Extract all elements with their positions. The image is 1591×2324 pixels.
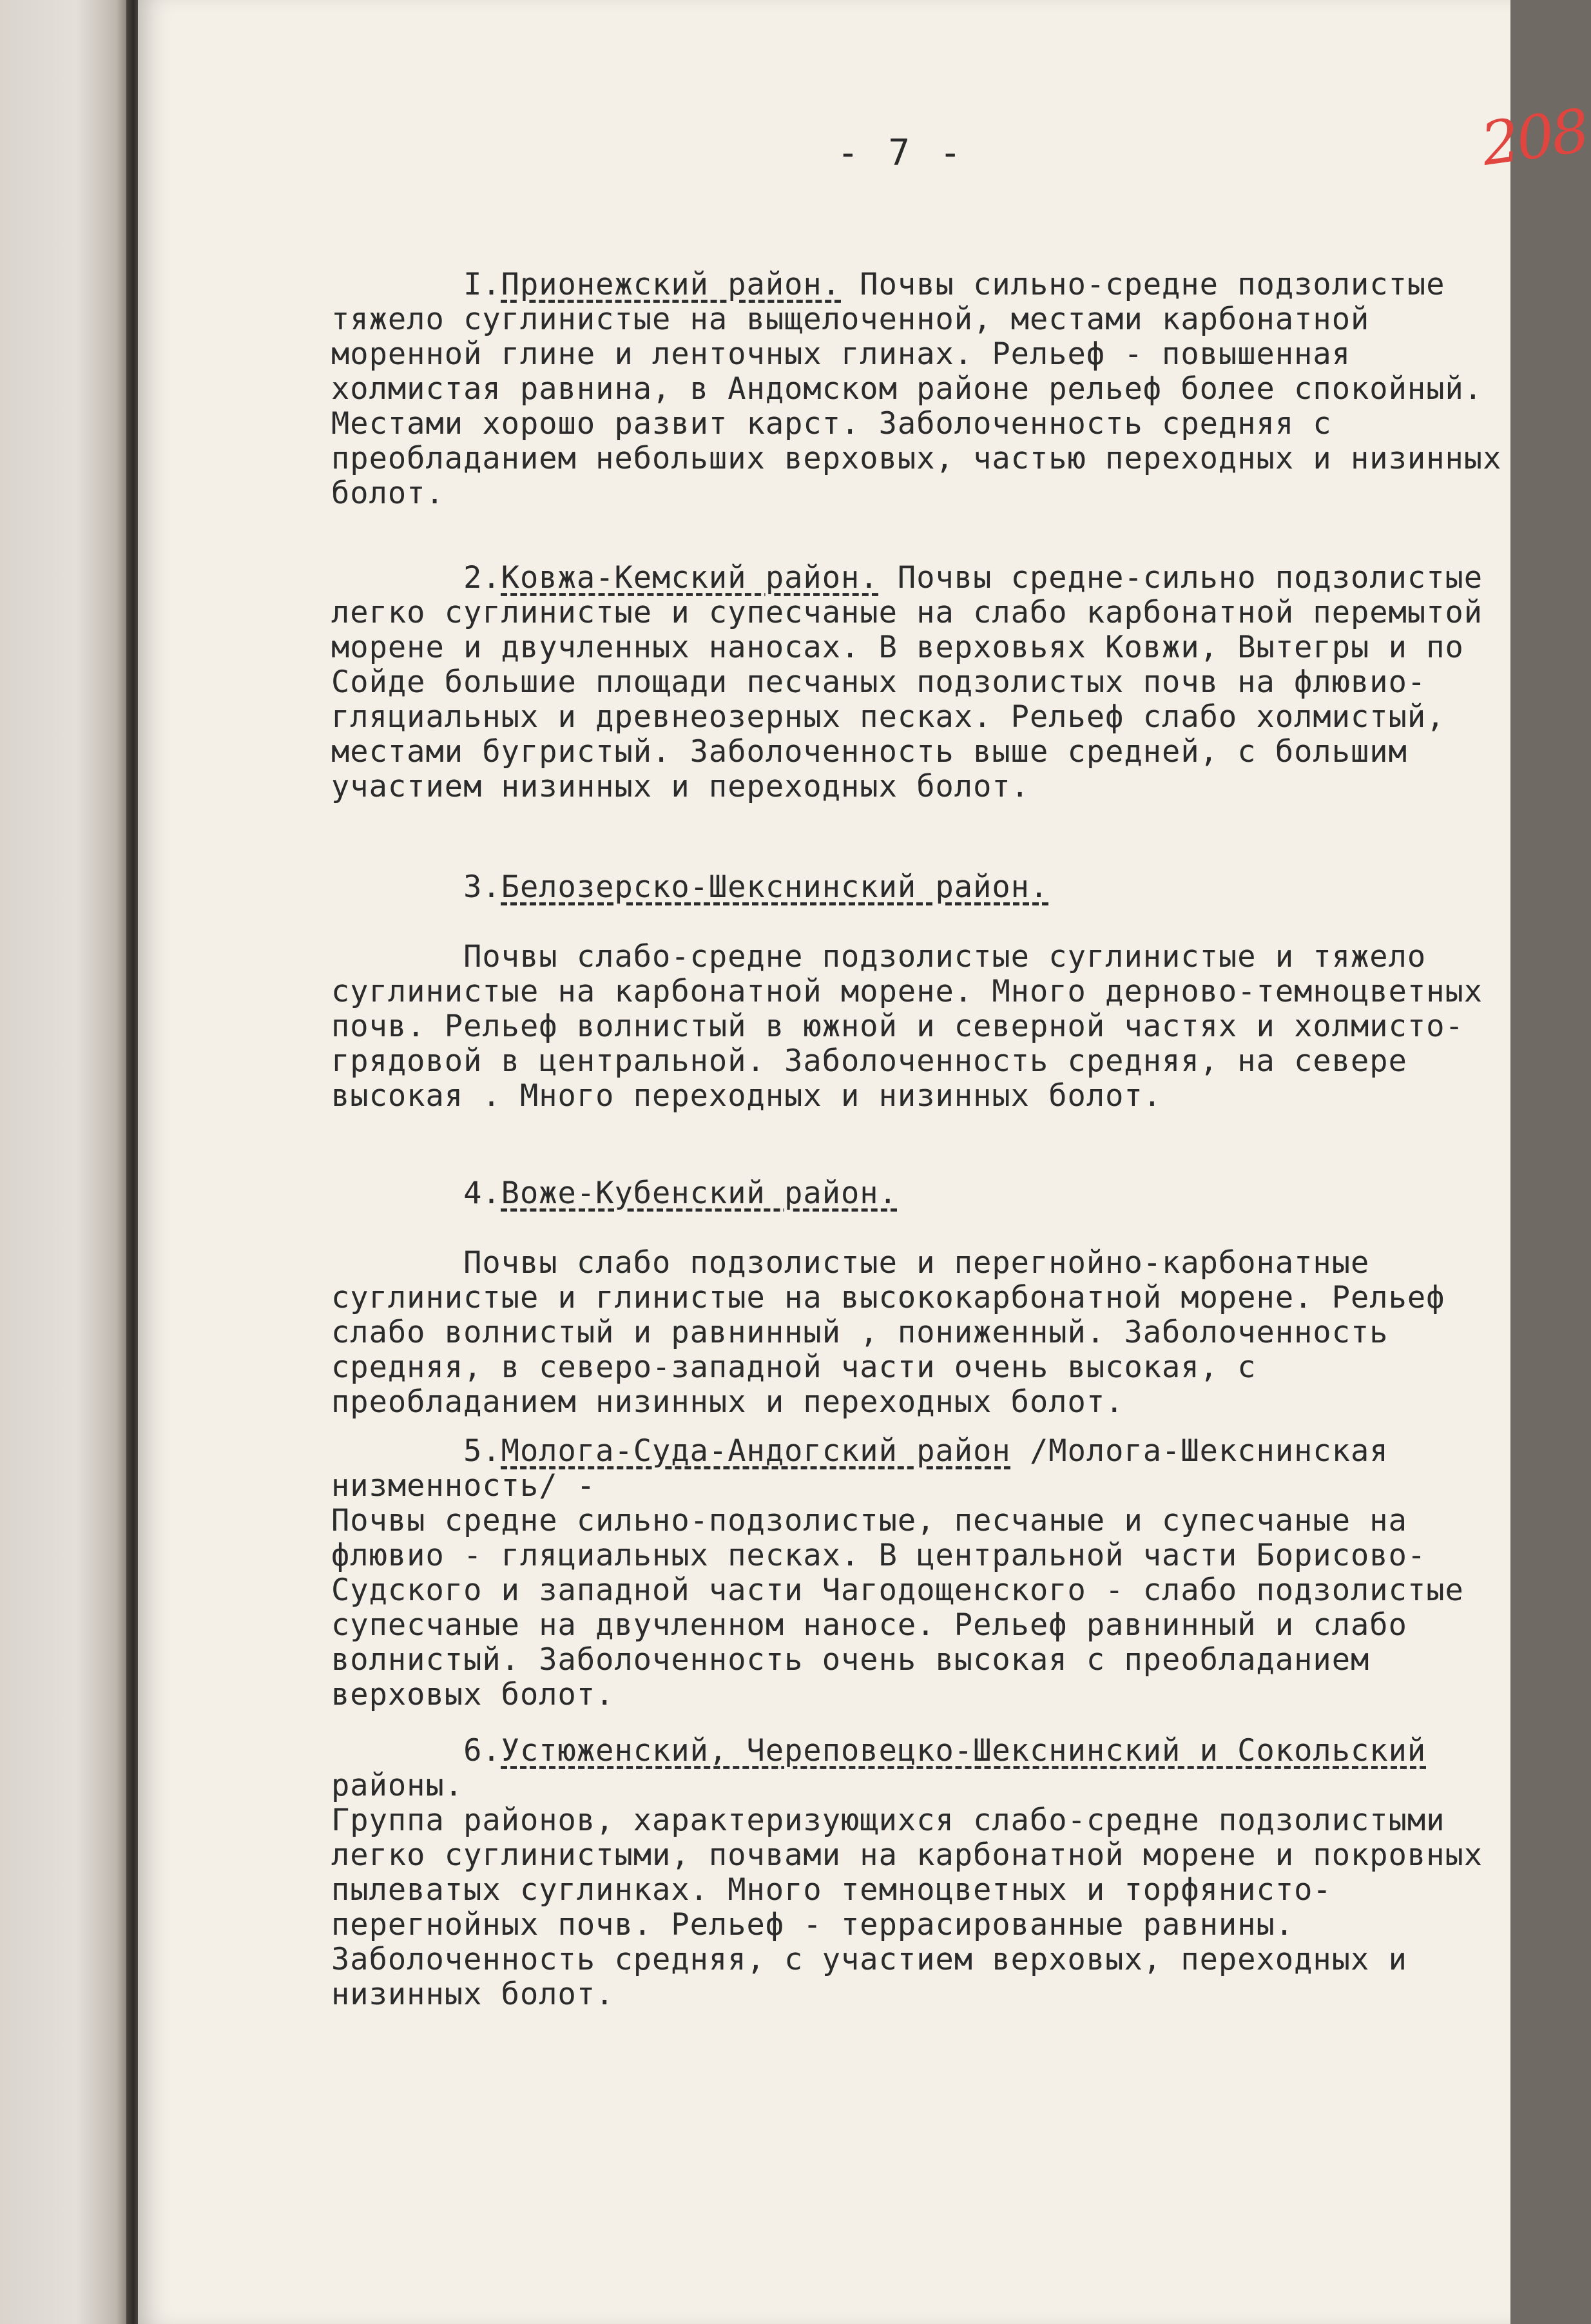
section-text: Почвы средне-сильно подзолистые легко суглинистые и супесчаные на слабо карбонатной перемытой морене и двучленных наносах. В верховьях Ковжи, Вытегры и по Сойде большие площади песчаных подзолистых почв на флювио-гляциальных и древнеозерных песках. Рельеф слабо холмистый, местами бугристый. Заболоченность выше средней, с большим участием низинных и переходных болот. <box>331 560 1502 804</box>
section-heading: Молога-Суда-Андогский район <box>501 1433 1011 1469</box>
section-heading: Воже-Кубенский район. <box>501 1176 898 1211</box>
section-number: 5. <box>463 1433 501 1469</box>
section-text: Почвы слабо-средне подзолистые суглинистые и тяжело суглинистые на карбонатной морене. Много дерново-темноцветных почв. Рельеф волнистый в южной и северной частях и холмисто-грядовой в центральной. Заболоченность средняя, на севере высокая . Много переходных и низинных болот. <box>331 939 1502 1114</box>
section-3 <box>331 870 1510 1114</box>
section-5 <box>331 1434 1510 1712</box>
section-heading: Устюженский, Череповецко-Шекснинский и Сокольский <box>501 1733 1427 1768</box>
section-number: I. <box>463 267 501 302</box>
section-6 <box>331 1734 1510 2012</box>
archive-number-stamp: 208 <box>1477 96 1591 179</box>
section-heading: Белозерско-Шекснинский район. <box>501 869 1049 905</box>
section-number: 3. <box>463 869 501 905</box>
section-heading: Прионежский район. <box>501 267 842 302</box>
section-number: 2. <box>463 560 501 596</box>
page-number: - 7 - <box>837 132 965 174</box>
section-text: Почвы сильно-средне подзолистые тяжело суглинистые на выщелоченной, местами карбонатной моренной глине и ленточных глинах. Рельеф - повышенная холмистая равнина, в Андомском районе рельеф более спокойный. Местами хорошо развит карст. Заболоченность средняя с преобладанием небольших верховых, частью переходных и низинных болот. <box>331 267 1521 511</box>
section-text: Почвы слабо подзолистые и перегнойно-карбонатные суглинистые и глинистые на высококарбонатной морене. Рельеф слабо волнистый и равнинный , пониженный. Заболоченность средняя, в северо-западной части очень высокая, с преобладанием низинных и переходных болот. <box>331 1245 1464 1420</box>
section-text: /Молога-Шекснинская низменность/ - Почвы средне сильно-подзолистые, песчаные и супесчаные на флювио - гляциальных песках. В центральной части Борисово-Судского и западной части Чагодощенского - слабо подзолистые супесчаные на двучленном наносе. Рельеф равнинный и слабо волнистый. Заболоченность очень высокая с преобладанием верховых болот. <box>331 1433 1464 1712</box>
section-1 <box>331 267 1521 511</box>
document-sheet <box>138 0 1591 2324</box>
section-heading: Ковжа-Кемский район. <box>501 560 879 596</box>
section-text: районы. Группа районов, характеризующихся слабо-средне подзолистыми легко суглинистыми, почвами на карбонатной морене и покровных пылеватых суглинках. Много темноцветных и торфянисто-перегнойных почв. Рельеф - террасированные равнины. Заболоченность средняя, с участием верховых, переходных и низинных болот. <box>331 1768 1483 2012</box>
facing-page <box>0 0 126 2324</box>
section-4 <box>331 1176 1510 1420</box>
section-number: 6. <box>463 1733 501 1768</box>
section-number: 4. <box>463 1176 501 1211</box>
section-2 <box>331 561 1510 804</box>
